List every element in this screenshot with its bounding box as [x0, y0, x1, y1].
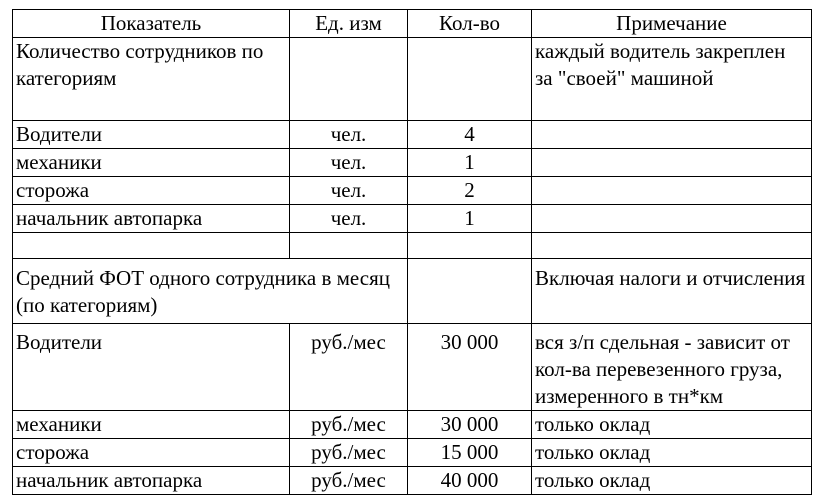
- row-note: [532, 121, 812, 149]
- row-note: только оклад: [532, 467, 812, 495]
- row-unit: чел.: [290, 205, 408, 233]
- table-row: [13, 205, 812, 233]
- row-indicator: начальник автопарка: [13, 205, 290, 233]
- row-note: [532, 233, 812, 259]
- row-note: вся з/п сдельная - зависит от кол-ва перевезенного груза, измеренного в тн*км: [532, 324, 812, 411]
- table-row: [13, 177, 812, 205]
- table-row: [13, 324, 812, 411]
- row-note: [532, 205, 812, 233]
- row-note: [532, 177, 812, 205]
- row-indicator: начальник автопарка: [13, 467, 290, 495]
- row-qty: 4: [408, 121, 532, 149]
- table-row: [13, 411, 812, 439]
- header-note: Примечание: [532, 10, 812, 38]
- row-unit: чел.: [290, 177, 408, 205]
- section-row: [13, 259, 812, 324]
- table-row: [13, 439, 812, 467]
- row-unit: чел.: [290, 121, 408, 149]
- row-note: Включая налоги и отчисления: [532, 259, 812, 324]
- row-note: каждый водитель закреплен за "своей" машиной: [532, 38, 812, 121]
- staff-table: [12, 9, 812, 495]
- row-note: только оклад: [532, 411, 812, 439]
- row-qty: [408, 233, 532, 259]
- row-unit: руб./мес: [290, 411, 408, 439]
- row-qty: [408, 38, 532, 121]
- row-qty: 30 000: [408, 324, 532, 411]
- header-unit: Ед. изм: [290, 10, 408, 38]
- row-qty: 40 000: [408, 467, 532, 495]
- row-qty: 15 000: [408, 439, 532, 467]
- row-unit: [290, 38, 408, 121]
- table-row: [13, 149, 812, 177]
- row-indicator: механики: [13, 149, 290, 177]
- row-qty: 1: [408, 149, 532, 177]
- row-unit: чел.: [290, 149, 408, 177]
- row-indicator: сторожа: [13, 177, 290, 205]
- header-qty: Кол-во: [408, 10, 532, 38]
- row-qty: 1: [408, 205, 532, 233]
- header-row: [13, 10, 812, 38]
- row-qty: 2: [408, 177, 532, 205]
- row-qty: [408, 259, 532, 324]
- row-note: только оклад: [532, 439, 812, 467]
- row-indicator: Средний ФОТ одного сотрудника в месяц (по категориям): [13, 259, 408, 324]
- row-indicator: Количество сотрудников по категориям: [13, 38, 290, 121]
- row-indicator: Водители: [13, 324, 290, 411]
- row-indicator: сторожа: [13, 439, 290, 467]
- row-indicator: механики: [13, 411, 290, 439]
- empty-row: [13, 233, 812, 259]
- row-unit: руб./мес: [290, 467, 408, 495]
- row-unit: руб./мес: [290, 439, 408, 467]
- table-row: [13, 467, 812, 495]
- table-row: [13, 38, 812, 121]
- row-unit: руб./мес: [290, 324, 408, 411]
- row-indicator: Водители: [13, 121, 290, 149]
- row-note: [532, 149, 812, 177]
- row-unit: [290, 233, 408, 259]
- header-indicator: Показатель: [13, 10, 290, 38]
- row-indicator: [13, 233, 290, 259]
- row-qty: 30 000: [408, 411, 532, 439]
- table-row: [13, 121, 812, 149]
